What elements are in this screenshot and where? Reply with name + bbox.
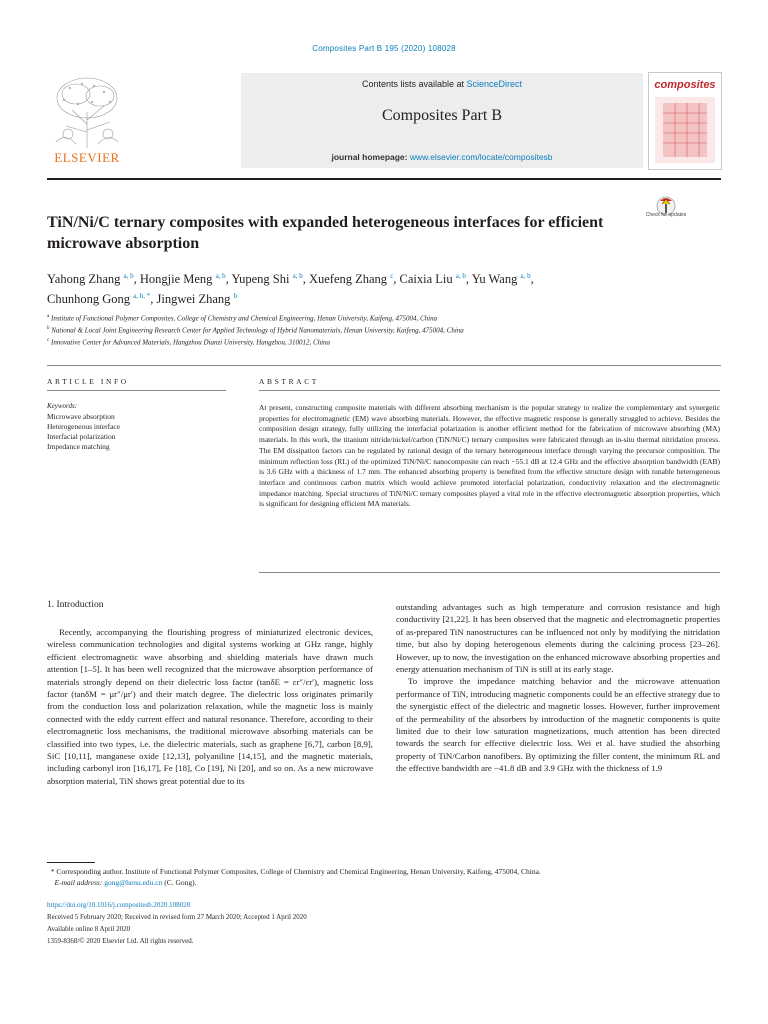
cover-artwork-icon — [655, 97, 715, 163]
contents-line — [241, 79, 643, 89]
body-column-left — [47, 626, 373, 787]
affiliation-marker: b — [47, 326, 50, 331]
author-name[interactable]: Jingwei Zhang — [156, 292, 231, 307]
check-for-updates-label: Check for updates — [645, 212, 687, 218]
received-dates: Received 5 February 2020; Received in revised form 27 March 2020; Accepted 1 April 2020 — [47, 913, 307, 921]
author-entry — [140, 272, 226, 286]
contents-prefix: Contents lists available at — [361, 79, 467, 89]
doi-link[interactable]: https://doi.org/10.1016/j.compositesb.2020.108028 — [47, 901, 191, 909]
author-affiliation-marker[interactable]: a, b — [292, 272, 303, 280]
author-name[interactable]: Xuefeng Zhang — [308, 272, 388, 287]
footnote-marker: * — [50, 867, 55, 876]
author-entry — [47, 272, 134, 286]
author-name[interactable]: Caixia Liu — [399, 272, 453, 287]
abstract-text: At present, constructing composite materials with different absorbing mechanism is the popular strategy to realize the complementary and synergetic properties for electromagnetic (EM) wave absorbing materials. However, the effective magnetic response is generally struggled to achieve. Besides the composition design strategy, fully utilizing the interfacial polarization is another efficient method for the fabrication of microwave absorbing (MA) materials. In this work, the titanium nitride/nickel/carbon (TiN/Ni/C) ternary composites were fabricated through an in-situ thermal nitridation process. The EM dissipation factors can be regulated by rational design of the ternary heterogeneous interface through varying the precursor composition. The minimum reflection loss (RL) of the optimized TiN/Ni/C nanocomposite can reach −55.1 dB at 12.4 GHz and the effective absorption bandwidth (EAB) is 3.6 GHz with a thickness of 1.7 mm. The enhanced absorbing property is benefited from the effective structure design with tunable heterogeneous interface and continuous carbon matrix which would achieve promoted interfacial polarization, conductivity relaxation and the electromagnetic impedance matching. Special structures of TiN/Ni/C ternary composites played a vital role in the effective electromagnetic absorption properties, which is significant for designing efficient MA materials. — [259, 403, 720, 509]
sciencedirect-link[interactable]: ScienceDirect — [466, 79, 523, 89]
author-name[interactable]: Yahong Zhang — [47, 272, 121, 287]
email-suffix: (C. Gong). — [164, 878, 197, 887]
article-info-heading: ARTICLE INFO — [47, 377, 129, 386]
body-paragraph: Recently, accompanying the flourishing progress of miniaturized electronic devices, wireless communication technologies and digital systems working at GHz range, highly efficient electromagnetic wave absorbing and shielding materials have drawn much attention [1–5]. It has been well recognized that the microwave absorption performance of materials strongly depend on their dielectric loss factor (tanδE = εr″/εr′), magnetic loss factor (tanδM = μr″/μr′) and their match degree. The dielectric loss originates primarily from the conduction loss and polarization relaxation, while the magnetic loss is mainly connected with the eddy current effect and natural resonance. Therefore, according to their electromagnetic loss mechanisms, the traditional microwave absorbing materials can be classified into two types, i.e. the dielectric materials, such as graphene [6,7], carbon [8,9], SiC [10,11], manganese oxide [12,13], polyaniline [14,15], and the magnetic materials, including carbonyl iron [16,17], Fe [18], Co [19], Ni [20], and so on. As a new microwave absorption material, TiN shows great potential due to its — [47, 627, 373, 786]
keyword-item: Interfacial polarization — [47, 432, 116, 441]
affiliation-rule — [47, 365, 721, 366]
introduction-heading: 1. Introduction — [47, 600, 104, 610]
keywords-label: Keywords: — [47, 402, 78, 410]
author-list — [47, 268, 717, 308]
author-entry — [231, 272, 302, 286]
author-line-1: Yahong Zhang $^{a, b}$, Hongjie Meng $^{a, b}$, Yupeng Shi $^{a, b}$, Xuefeng Zhang $^c$, Caixia Liu $^{a, b}$, Yu Wang $^{a, b}$, — [47, 272, 534, 287]
body-paragraph: To improve the impedance matching behavior and the microwave attenuation performance of TiN, introducing magnetic components could be an effective strategy due to the synergistic effect of the dielectric and magnetic losses. However, further improvement of the permeability of the absorbers by introduction of the magnetic components is quite limited due to their low saturation magnetizations, much attention has been directed towards the search for effective dielectric loss. Wei et al. have studied the absorbing property of TiN/Carbon nanofibers. By optimizing the filler content, the minimum RL and the effective bandwidth are −41.8 dB and 3.9 GHz with the thickness of 1.9 — [396, 676, 720, 774]
article-title: TiN/Ni/C ternary composites with expanded heterogeneous interfaces for efficient microwave absorption — [47, 214, 604, 252]
author-line-2: Chunhong Gong $^{a, b, *}$, Jingwei Zhang $^b$ — [47, 292, 238, 307]
article-info-rule — [47, 390, 226, 391]
homepage-link[interactable]: www.elsevier.com/locate/compositesb — [409, 152, 553, 162]
author-affiliation-marker[interactable]: b — [233, 292, 238, 301]
footnote-text: Corresponding author. Institute of Functional Polymer Composites, College of Chemistry and Chemical Engineering, Henan University, Kaifeng, 475004, China. — [56, 867, 541, 876]
author-affiliation-marker[interactable]: a, b — [455, 272, 466, 280]
affiliation-text: Institute of Functional Polymer Composites, College of Chemistry and Chemical Engineering, Henan University, Kaifeng, 475004, China — [50, 314, 438, 323]
author-entry — [309, 272, 393, 286]
abstract-top-rule — [259, 390, 720, 391]
copyright-line: 1359-8368/© 2020 Elsevier Ltd. All rights reserved. — [47, 937, 194, 945]
author-entry — [400, 272, 466, 286]
keyword-item: Impedance matching — [47, 442, 110, 451]
keyword-item: Microwave absorption — [47, 412, 115, 421]
keyword-item: Heterogeneous interface — [47, 422, 121, 431]
author-name[interactable]: Chunhong Gong — [47, 292, 130, 307]
affiliation-marker: a — [47, 314, 50, 319]
journal-name: Composites Part B — [381, 107, 502, 124]
elsevier-wordmark: ELSEVIER — [54, 150, 120, 165]
author-entry — [47, 292, 150, 306]
body-paragraph: outstanding advantages such as high temperature and corrosion resistance and high conductivity [21,22]. It has been observed that the magnetic and electromagnetic properties of as-prepared TiN nanostructures can be influenced not only by modifying the nitridation time, but also by doping heterogenous elements during the calcining process [23–26]. However, up to now, the investigation on the enhanced microwave absorbing properties and energy attenuation mechanism of TiN is still at its early stage. — [396, 602, 720, 675]
affiliation-b — [47, 324, 717, 335]
cover-title: composites — [654, 79, 716, 91]
affiliation-marker: c — [47, 338, 50, 343]
author-affiliation-marker[interactable]: a, b, * — [133, 292, 151, 301]
affiliation-text: Innovative Center for Advanced Materials, Hangzhou Dianzi University, Hangzhou, 310012, China — [50, 338, 331, 347]
affiliation-a — [47, 312, 717, 323]
homepage-line — [241, 152, 643, 162]
affiliation-text: National & Local Joint Engineering Research Center for Applied Technology of Hybrid Nanomaterials, Henan University, Kaifeng, 475004, China — [51, 326, 464, 335]
abstract-heading: ABSTRACT — [259, 377, 319, 386]
homepage-label: journal homepage: — [331, 152, 410, 162]
author-affiliation-marker[interactable]: a, b — [520, 272, 531, 280]
footnote-rule — [47, 862, 95, 863]
author-name[interactable]: Yupeng Shi — [231, 272, 290, 287]
abstract-bottom-rule — [259, 572, 720, 573]
author-entry — [156, 292, 237, 306]
journal-citation-link[interactable]: Composites Part B 195 (2020) 108028 — [312, 44, 456, 53]
corresponding-author-footnote — [47, 866, 721, 888]
author-name[interactable]: Hongjie Meng — [139, 272, 213, 287]
author-affiliation-marker[interactable]: a, b — [123, 272, 134, 280]
author-entry — [472, 272, 531, 286]
journal-cover-thumbnail[interactable] — [648, 72, 722, 170]
email-link[interactable]: gong@henu.edu.cn — [104, 878, 163, 887]
author-name[interactable]: Yu Wang — [471, 272, 518, 287]
author-affiliation-marker[interactable]: a, b — [215, 272, 226, 280]
body-column-right — [396, 601, 720, 775]
header-rule — [47, 178, 721, 180]
email-label: E-mail address: — [54, 878, 103, 887]
affiliation-c — [47, 336, 717, 347]
available-online: Available online 8 April 2020 — [47, 925, 131, 933]
author-affiliation-marker[interactable]: c — [390, 272, 394, 280]
